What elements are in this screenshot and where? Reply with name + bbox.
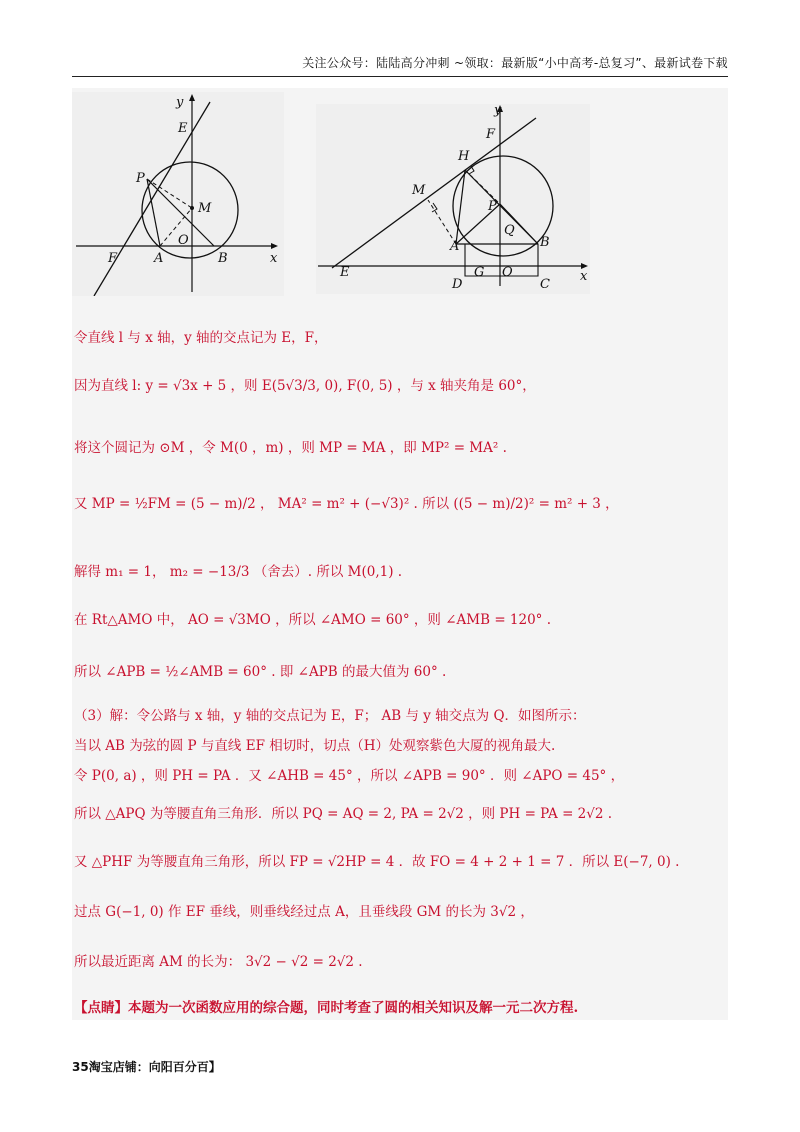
label-E: E <box>340 265 350 280</box>
label-O: O <box>502 265 513 280</box>
label-O: O <box>178 233 189 248</box>
page-footer <box>72 1058 221 1075</box>
figure-left <box>72 92 284 296</box>
label-x: x <box>270 251 278 266</box>
solution-line: 在 Rt△AMO 中， AO = √3MO ，所以 ∠AMO = 60° ，则 ∠AMB = 120° . <box>74 612 552 628</box>
header-text: 关注公众号：陆陆高分冲刺 ~领取：最新版“小中高考-总复习”、最新试卷下载 <box>302 56 728 70</box>
solution-line: 所以最近距离 AM 的长为： 3√2 − √2 = 2√2 . <box>74 954 363 970</box>
label-P: P <box>488 199 497 214</box>
label-B: B <box>540 235 550 250</box>
page-header <box>72 54 728 77</box>
solution-line: 将这个圆记为 ⊙M ，令 M(0 ，m) ，则 MP = MA ，即 MP² = MA² . <box>74 440 507 456</box>
solution-line: 又 MP = ½FM = (5 − m)/2 ， MA² = m² + (−√3)² . 所以 ((5 − m)/2)² = m² + 3 ， <box>74 496 619 512</box>
label-F: F <box>486 127 496 142</box>
label-B: B <box>218 251 228 266</box>
label-C: C <box>540 277 550 292</box>
label-Q: Q <box>504 223 515 238</box>
label-y: y <box>176 95 184 110</box>
label-y: y <box>494 104 502 118</box>
figure-left-diagram <box>72 92 284 296</box>
solution-line: 又 △PHF 为等腰直角三角形，所以 FP = √2HP = 4 ．故 FO = 4 + 2 + 1 = 7 ．所以 E(−7, 0) . <box>74 854 680 870</box>
label-H: H <box>458 149 470 164</box>
label-F: F <box>108 251 118 266</box>
figure-right <box>316 104 590 294</box>
solution-line: 因为直线 l: y = √3x + 5 ，则 E(5√3/3, 0), F(0, 5) ，与 x 轴夹角是 60°， <box>74 378 536 394</box>
label-G: G <box>474 265 485 280</box>
solution-line: （3）解：令公路与 x 轴，y 轴的交点记为 E，F； AB 与 y 轴交点为 Q．如图所示： <box>74 708 586 724</box>
label-M: M <box>412 183 426 198</box>
figure-right-diagram <box>316 104 590 294</box>
label-x: x <box>580 269 588 284</box>
solution-line: 令直线 l 与 x 轴，y 轴的交点记为 E，F， <box>74 330 328 346</box>
label-P: P <box>136 171 145 186</box>
footer-text: 35淘宝店铺：向阳百分百】 <box>72 1060 221 1074</box>
solution-line: 所以 ∠APB = ½∠AMB = 60° . 即 ∠APB 的最大值为 60° . <box>74 664 447 680</box>
label-E: E <box>178 121 188 136</box>
label-M: M <box>198 201 212 216</box>
solution-line: 当以 AB 为弦的圆 P 与直线 EF 相切时，切点（H）处观察紫色大厦的视角最大. <box>74 738 556 754</box>
solution-line: 解得 m₁ = 1， m₂ = −13/3 （舍去）. 所以 M(0,1) . <box>74 564 403 580</box>
solution-line: 过点 G(−1, 0) 作 EF 垂线，则垂线经过点 A，且垂线段 GM 的长为 3√2 ， <box>74 904 534 920</box>
label-A: A <box>154 251 164 266</box>
solution-line: 令 P(0, a) ，则 PH = PA ．又 ∠AHB = 45° ，所以 ∠APB = 90° ．则 ∠APO = 45° ， <box>74 768 625 784</box>
key-point-note: 【点睛】本题为一次函数应用的综合题，同时考查了圆的相关知识及解一元二次方程. <box>74 1000 579 1016</box>
solution-line: 所以 △APQ 为等腰直角三角形．所以 PQ = AQ = 2, PA = 2√2 ，则 PH = PA = 2√2 . <box>74 806 613 822</box>
label-A: A <box>450 239 460 254</box>
label-D: D <box>452 277 463 292</box>
